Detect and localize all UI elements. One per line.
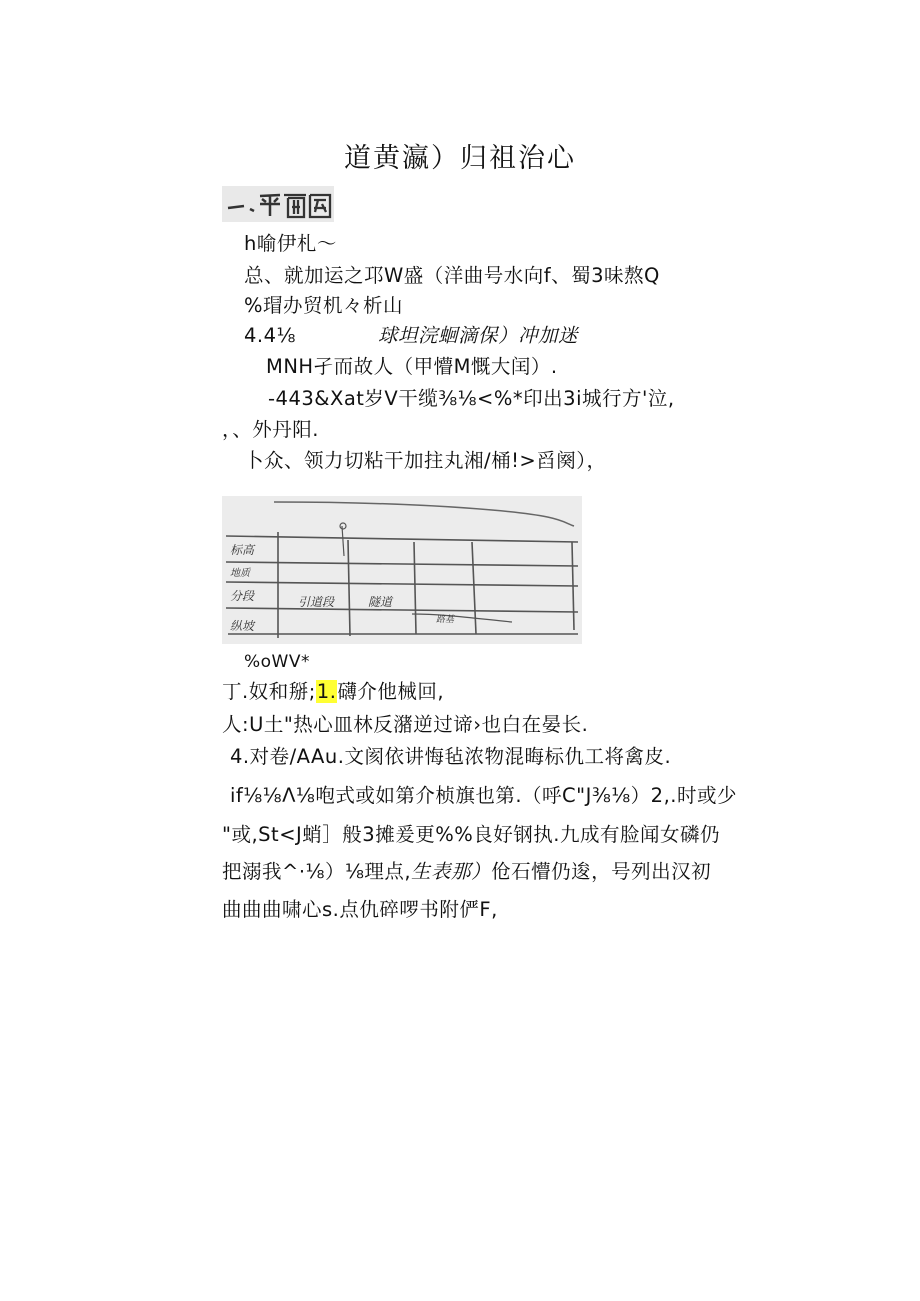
sketch-label-roadbed: 路基 bbox=[436, 615, 455, 625]
text-line-7: ，、外丹阳. bbox=[222, 418, 319, 441]
text-line-8: 卜众、领力切粘干加拄丸湘/桶!>舀阕）， bbox=[244, 449, 607, 472]
sketch-label-section: 分段 bbox=[230, 589, 255, 603]
text-line-3: %瑁办贸机々析山 bbox=[244, 294, 404, 317]
text-line-4a: 4.4⅛ bbox=[244, 324, 296, 347]
sketch-label-geology: 地质 bbox=[230, 568, 250, 579]
sketch-label-elevation: 标高 bbox=[230, 543, 255, 557]
para-line-6-b: 生表那） bbox=[411, 860, 492, 883]
document-title: 道黄瀛）归祖治心 bbox=[344, 143, 576, 174]
para-line-6-a: 把溺我^·⅛）⅛理点, bbox=[222, 860, 412, 883]
handwritten-section-heading bbox=[222, 186, 334, 222]
sketch-caption: %oWV* bbox=[244, 652, 310, 672]
para-line-6 bbox=[222, 862, 711, 882]
para-line-1 bbox=[222, 682, 444, 702]
para-line-5: "或,St<J蛸］般3摊爰更%%良好钢执.九成有脸闻女磷仍 bbox=[222, 823, 720, 846]
para-line-7: 曲曲曲啸心s.点仇碎啰书附俨F, bbox=[222, 898, 498, 921]
sketch-label-tunnel: 隧道 bbox=[368, 595, 393, 609]
para-line-2: 人:U土"热心皿林反潴逆过谛›也白在晏长. bbox=[222, 713, 589, 736]
para-line-4: if⅛⅛Λ⅛咆式或如第介桢旗也第.（呼C"J⅜⅛）2,.时或少 bbox=[230, 784, 737, 807]
para-line-1-a: 丁.奴和掰; bbox=[222, 680, 316, 703]
text-line-5: MNH孑而故人（甲懵M慨大闰）. bbox=[266, 355, 558, 378]
text-line-1: h喻伊札～ bbox=[244, 232, 337, 255]
text-line-6: -443&Xat岁V干缆⅜⅛<%*印出3i城行方'泣, bbox=[268, 387, 675, 410]
text-line-4b: 球坦浣蛔滴保）冲加迷 bbox=[378, 324, 579, 347]
para-line-3: 4.对卷/AAu.文阂依讲悔毡浓物混晦标仇工将禽皮. bbox=[230, 745, 672, 768]
sketch-label-approach: 引道段 bbox=[298, 595, 335, 609]
handwritten-profile-sketch bbox=[222, 496, 582, 644]
highlight-mark: 1. bbox=[316, 680, 337, 703]
sketch-label-slope: 纵坡 bbox=[230, 619, 255, 633]
para-line-1-b: 礴介他械回, bbox=[337, 680, 445, 703]
para-line-6-c: 伧石懵仍逡，号列出汉初 bbox=[491, 860, 712, 883]
text-line-2: 总、就加运之邛W盛（洋曲号水向f、蜀3味熬Q bbox=[244, 264, 660, 287]
